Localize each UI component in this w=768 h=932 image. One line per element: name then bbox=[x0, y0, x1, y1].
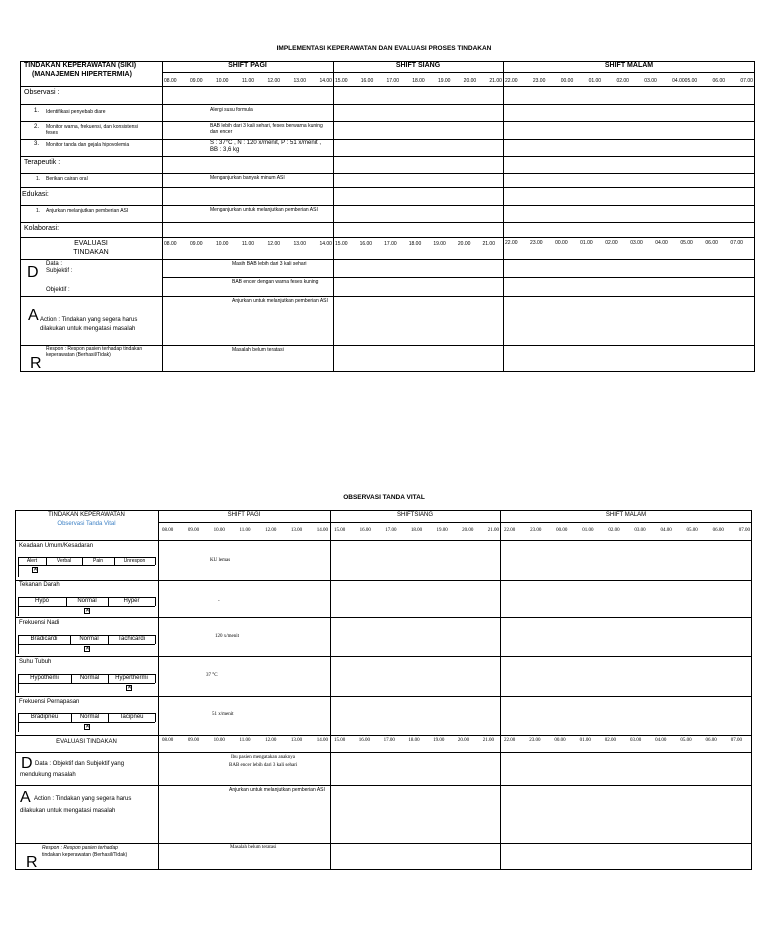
vital-header-left-2: Observasi Tanda Vital bbox=[57, 521, 116, 527]
vital-keadaan-options: Alert Verbal Pain Unrespon ✕ bbox=[18, 557, 155, 577]
vital-eval-times-malam: 22.00 23.00 00.00 01.00 02.00 03.00 04.00 05.00 06.00 07.00 bbox=[504, 738, 742, 743]
vital-header-left-1: TINDAKAN KEPERAWATAN bbox=[48, 512, 125, 518]
impl-respon-text: Respon : Respon pasien terhadap tindakan keperawatan (Berhasil/Tidak) bbox=[46, 346, 143, 358]
impl-action-text: Action : Tindakan yang segera harus dilakukan untuk mengatasi masalah bbox=[40, 317, 138, 332]
vital-eval-times-pagi: 08.00 09.00 10.00 11.00 12.00 13.00 14.00 bbox=[162, 738, 328, 743]
vital-times-siang: 15.00 16.00 17.00 18.00 19.00 20.00 21.00 bbox=[334, 528, 499, 533]
vital-d-result-1: Ibu pasien mengatakan anaknya bbox=[231, 755, 296, 760]
keadaan-alert-checkbox[interactable]: ✕ bbox=[33, 567, 39, 573]
impl-times-siang: 15.00 16.00 17.00 18.00 19.00 20.00 21.00 bbox=[335, 78, 502, 84]
impl-obs-3-result: S : 37°C , N : 120 x/menit, P : 51 x/menit , BB : 3,6 kg bbox=[210, 140, 322, 153]
impl-times-malam: 22.00 23.00 00.00 01.00 02.00 03.00 04.0005.00 06.00 07.00 bbox=[505, 78, 753, 84]
impl-shift-malam: SHIFT MALAM bbox=[604, 62, 654, 69]
vital-times-malam: 22.00 23.00 00.00 01.00 02.00 03.00 04.00 05.00 06.00 07.00 bbox=[504, 528, 750, 533]
vital-r-text-2: tindakan keperawatan (Berhasil/Tidak) bbox=[42, 852, 128, 858]
impl-d-result-1: Masih BAB lebih dari 3 kali sehari bbox=[232, 261, 307, 267]
impl-edukasi-label: Edukasi: bbox=[22, 191, 49, 198]
impl-eval-times-pagi: 08.00 09.00 10.00 11.00 12.00 13.00 14.00 bbox=[164, 241, 332, 247]
vital-r-result: Masalah belum teratasi bbox=[230, 845, 277, 850]
impl-header-left-2: (MANAJEMEN HIPERTERMIA) bbox=[32, 71, 132, 78]
vital-a-letter: A bbox=[20, 789, 31, 806]
vital-tekanan-value: - bbox=[218, 599, 220, 604]
vital-shift-malam: SHIFT MALAM bbox=[605, 512, 647, 518]
impl-r-result: Masalah belum teratasi bbox=[232, 347, 284, 353]
impl-ter-1-result: Menganjurkan banyak minum ASI bbox=[210, 175, 285, 181]
vital-r-letter: R bbox=[26, 854, 38, 871]
vital-napas-options: Bradipneu Normal Tacipneu ✕ bbox=[18, 713, 155, 732]
vital-nadi-value: 120 x/menit bbox=[215, 634, 240, 639]
vital-a-result: Anjurkan untuk melanjutkan pemberian ASI bbox=[229, 787, 325, 793]
vital-suhu-value: 37 °C bbox=[206, 673, 218, 678]
impl-title: IMPLEMENTASI KEPERAWATAN DAN EVALUASI PROSES TINDAKAN bbox=[276, 45, 492, 52]
impl-evaluasi-label-1: EVALUASI bbox=[74, 240, 108, 247]
impl-shift-pagi: SHIFT PAGI bbox=[228, 62, 267, 69]
impl-a-letter: A bbox=[28, 307, 39, 324]
vital-keadaan-value: KU lemas bbox=[210, 558, 231, 563]
vital-evaluasi-label: EVALUASI TINDAKAN bbox=[56, 739, 117, 745]
impl-r-letter: R bbox=[30, 355, 42, 372]
vital-keadaan-label: Keadaan Umum/Kesadaran bbox=[19, 543, 94, 549]
impl-ter-1: Berikan cairan oral bbox=[46, 176, 88, 182]
impl-evaluasi-label-2: TINDAKAN bbox=[73, 249, 109, 256]
vital-suhu-label: Suhu Tubuh bbox=[19, 659, 52, 665]
vital-times-pagi: 08.00 09.00 10.00 11.00 12.00 13.00 14.00 bbox=[162, 528, 328, 533]
vital-title: OBSERVASI TANDA VITAL bbox=[343, 494, 425, 501]
impl-obs-2-result: BAB lebih dari 3 kali sehari, feses berwarna kuning dan encer bbox=[210, 123, 323, 135]
napas-normal-checkbox[interactable]: ✕ bbox=[85, 724, 91, 730]
impl-d-result-2: BAB encer dengan warna feses kuning bbox=[232, 279, 319, 285]
impl-times-pagi: 08.00 09.00 10.00 11.00 12.00 13.00 14.00 bbox=[164, 78, 332, 84]
impl-eval-times-malam: 22.00 23.00 00.00 01.00 02.00 03.00 04.00 05.00 06.00 07.00 bbox=[505, 240, 743, 246]
vital-eval-times-siang: 15.00 16.00 17.00 18.00 19.00 20.00 21.00 bbox=[334, 738, 494, 743]
vital-napas-label: Frekuensi Pernapasan bbox=[19, 699, 80, 705]
impl-shift-siang: SHIFT SIANG bbox=[395, 62, 441, 69]
vital-nadi-label: Frekuensi Nadi bbox=[19, 620, 60, 626]
suhu-hyperthermi-checkbox[interactable]: ✕ bbox=[127, 685, 133, 691]
impl-edu-1: Anjurkan melanjutkan pemberian ASI bbox=[46, 208, 129, 214]
impl-header-left-1: TINDAKAN KEPERAWATAN (SIKI) bbox=[24, 62, 137, 69]
nadi-normal-checkbox[interactable]: ✕ bbox=[85, 646, 91, 652]
vital-d-text-2: mendukung masalah bbox=[20, 772, 76, 778]
vital-r-text-1: Respon : Respon pasien terhadap bbox=[42, 845, 118, 851]
vital-napas-value: 51 x/menit bbox=[212, 712, 234, 717]
vital-d-result-2: BAB encer lebih dari 3 kali sehari bbox=[229, 763, 298, 768]
impl-d-letter: D bbox=[27, 264, 39, 281]
tekanan-normal-checkbox[interactable]: ✕ bbox=[85, 608, 91, 614]
impl-observasi-label: Observasi : bbox=[24, 89, 60, 96]
vital-tekanan-options: Hypo Normal Hyper ✕ bbox=[18, 597, 155, 616]
impl-edu-1-result: Menganjurkan untuk melanjutkan pemberian ASI bbox=[210, 207, 318, 213]
vital-a-text-2: dilakukan untuk mengatasi masalah bbox=[20, 808, 116, 814]
vital-tekanan-label: Tekanan Darah bbox=[19, 582, 60, 588]
vital-suhu-options: Hypothemi Normal Hyperthermi ✕ bbox=[18, 674, 155, 693]
vital-d-text-1: Data : Objektif dan Subjektif yang bbox=[35, 761, 125, 767]
vital-d-letter: D bbox=[21, 755, 33, 772]
impl-obs-3: Monitor tanda dan gejala hipovolemia bbox=[46, 142, 130, 148]
impl-eval-times-siang: 15.00 16.00 17.00 18.00 19.00 20.00 21.00 bbox=[335, 241, 495, 247]
impl-kolaborasi-label: Kolaborasi: bbox=[24, 225, 60, 232]
impl-terapeutik-label: Terapeutik : bbox=[24, 159, 61, 166]
impl-obs-1: Identifikasi penyebab diare bbox=[46, 109, 106, 115]
vital-shift-siang: SHIFTSIANG bbox=[396, 512, 433, 518]
impl-obs-2: Monitor warna, frekuensi, dan konsistensi feses bbox=[46, 124, 138, 136]
impl-a-result: Anjurkan untuk melanjutkan pemberian ASI bbox=[232, 298, 328, 304]
vital-shift-pagi: SHIFT PAGI bbox=[227, 512, 261, 518]
vital-nadi-options: Bradicardi Normal Tachicardi ✕ bbox=[18, 635, 155, 654]
vital-a-text-1: Action : Tindakan yang segera harus bbox=[34, 796, 132, 802]
impl-obs-1-result: Alergi susu formula bbox=[210, 107, 253, 113]
